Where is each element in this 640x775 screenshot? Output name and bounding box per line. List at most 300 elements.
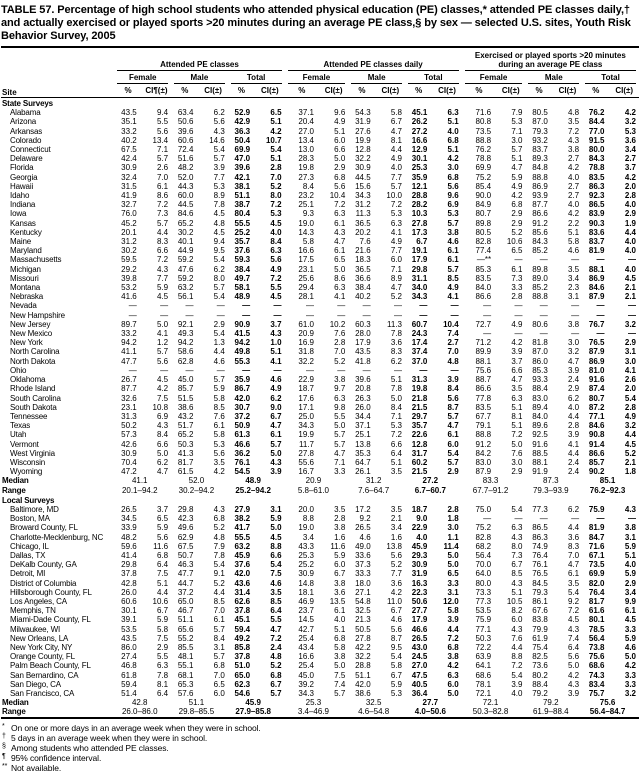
- value-cell: 25.1: [298, 200, 314, 210]
- sex-header-total: [228, 71, 285, 84]
- value-cell: 93.2: [532, 135, 548, 145]
- value-cell: 5.3: [213, 439, 225, 449]
- value-cell: 5.1: [511, 154, 523, 164]
- value-cell: 4.9: [511, 181, 523, 191]
- value-cell: 57.6: [177, 689, 194, 698]
- value-cell: 21.5: [411, 467, 428, 477]
- value-cell: 37.6: [234, 246, 251, 256]
- value-cell: 5.5: [156, 117, 169, 127]
- value-cell: 7.1: [511, 126, 523, 136]
- value-cell: 89.0: [532, 273, 548, 283]
- table-row: [1, 209, 639, 218]
- value-cell: 3.9: [447, 375, 459, 385]
- value-cell: 3.3: [334, 467, 346, 477]
- value-cell: —: [337, 365, 346, 375]
- value-cell: 82.0: [588, 578, 605, 588]
- value-cell: 4.4: [156, 227, 169, 237]
- percent-column-header: %: [228, 84, 257, 98]
- value-cell: 49.0: [355, 541, 371, 551]
- value-cell: 5.6: [568, 652, 580, 662]
- value-cell: 4.3: [156, 421, 169, 431]
- table-row: [1, 412, 639, 421]
- value-cell: 4.1: [270, 356, 282, 366]
- value-cell: 8.9: [390, 273, 402, 283]
- value-cell: 64.1: [475, 661, 492, 671]
- value-cell: 13.5: [329, 596, 346, 606]
- value-cell: 6.2: [390, 356, 402, 366]
- value-cell: 6.8: [334, 172, 346, 182]
- value-cell: 7.2: [270, 273, 282, 283]
- value-cell: 90.8: [588, 430, 605, 440]
- value-cell: 5.0: [270, 448, 282, 458]
- value-cell: 4.3: [213, 126, 225, 136]
- value-cell: 51.0: [234, 661, 251, 671]
- value-cell: 70.0: [475, 560, 492, 570]
- value-cell: 3.4: [390, 523, 402, 533]
- value-cell: 4.0: [568, 402, 580, 412]
- value-cell: 80.4: [234, 209, 251, 219]
- value-cell: 85.3: [475, 264, 492, 274]
- value-cell: 8.1: [390, 135, 402, 145]
- value-cell: 83.7: [588, 237, 605, 247]
- value-cell: 4.1: [156, 329, 169, 339]
- value-cell: 5.9: [213, 384, 225, 394]
- site-cell: Missouri: [10, 273, 39, 283]
- value-cell: 5.1: [270, 154, 282, 164]
- value-cell: 1.6: [390, 532, 402, 542]
- value-cell: 92.3: [588, 191, 605, 201]
- value-cell: 27.8: [411, 218, 428, 228]
- value-cell: 3.8: [447, 652, 459, 662]
- value-cell: 13.4: [152, 135, 169, 145]
- value-cell: 25.4: [298, 633, 314, 643]
- site-cell: Massachusetts: [10, 255, 62, 265]
- value-cell: 78.8: [475, 154, 492, 164]
- value-cell: 4.5: [624, 439, 636, 449]
- value-cell: 4.7: [511, 375, 523, 385]
- value-cell: 18.0: [355, 578, 371, 588]
- value-cell: 60.0: [177, 191, 194, 201]
- value-cell: 69.9: [475, 163, 492, 173]
- value-cell: 5.8: [213, 430, 225, 440]
- value-cell: 41.5: [234, 329, 251, 339]
- table-row: [1, 255, 639, 264]
- value-cell: 19.1: [411, 246, 428, 256]
- value-cell: 59.3: [234, 255, 251, 265]
- value-cell: —: [539, 310, 548, 320]
- value-cell: 5.7: [447, 411, 459, 421]
- value-cell: 6.0: [334, 135, 346, 145]
- value-cell: 4.4: [511, 642, 523, 652]
- table-row: [1, 357, 639, 366]
- value-cell: 8.5: [270, 596, 282, 606]
- value-cell: 81.0: [588, 365, 605, 375]
- value-cell: 4.0: [511, 689, 523, 698]
- value-cell: 5.5: [334, 411, 346, 421]
- value-cell: 87.7: [121, 384, 137, 394]
- site-cell: Vermont: [10, 439, 39, 449]
- value-cell: 8.3: [568, 541, 580, 551]
- summary-value-cell: 52.0: [188, 476, 205, 486]
- value-cell: 5.8: [334, 642, 346, 652]
- value-cell: 4.4: [568, 523, 580, 533]
- percent-column-header: %: [114, 84, 143, 98]
- value-cell: 43.4: [298, 642, 314, 652]
- value-cell: 12.8: [355, 145, 371, 155]
- value-cell: 2.2: [568, 218, 580, 228]
- value-cell: 4.0: [624, 200, 636, 210]
- summary-value-cell: 29.8–85.5: [178, 707, 215, 717]
- value-cell: 45.9: [234, 550, 251, 560]
- value-cell: 7.2: [568, 126, 580, 136]
- value-cell: 27.0: [411, 661, 428, 671]
- value-cell: 5.1: [390, 457, 402, 467]
- value-cell: 2.9: [511, 209, 523, 219]
- value-cell: 6.1: [213, 615, 225, 625]
- value-cell: 3.8: [447, 227, 459, 237]
- site-cell: Wisconsin: [10, 457, 46, 467]
- value-cell: 93.3: [532, 375, 548, 385]
- value-cell: 75.2: [475, 523, 492, 533]
- value-cell: 83.5: [475, 402, 492, 412]
- value-cell: 5.3: [213, 181, 225, 191]
- site-cell: Idaho: [10, 191, 30, 201]
- value-cell: 26.3: [355, 393, 371, 403]
- value-cell: 5.6: [213, 117, 225, 127]
- value-cell: 26.7: [121, 375, 137, 385]
- footnote: [2, 763, 638, 773]
- value-cell: 2.9: [511, 218, 523, 228]
- value-cell: 84.5: [532, 578, 548, 588]
- value-cell: 79.9: [532, 624, 548, 634]
- value-cell: 5.9: [156, 523, 169, 533]
- value-cell: 84.3: [588, 154, 605, 164]
- site-cell: Iowa: [10, 209, 27, 219]
- value-cell: 6.1: [334, 606, 346, 616]
- value-cell: 3.6: [568, 532, 580, 542]
- value-cell: 23.1: [298, 264, 314, 274]
- value-cell: 4.2: [624, 661, 636, 671]
- value-cell: 19.9: [355, 135, 371, 145]
- summary-row: [1, 698, 639, 707]
- value-cell: 38.2: [234, 514, 251, 524]
- value-cell: —**: [476, 255, 492, 265]
- site-cell: Utah: [10, 430, 27, 440]
- value-cell: 68.2: [475, 541, 492, 551]
- value-cell: 47.7: [177, 569, 194, 579]
- value-cell: 5.3: [511, 117, 523, 127]
- ci-column-header: CI¶(±): [144, 84, 171, 98]
- value-cell: 25.2: [234, 227, 251, 237]
- value-cell: 2.8: [334, 514, 346, 524]
- value-cell: 5.8: [390, 661, 402, 671]
- value-cell: 13.0: [298, 145, 314, 155]
- value-cell: 45.0: [298, 670, 314, 680]
- value-cell: 42.3: [177, 514, 194, 524]
- value-cell: 92.5: [532, 430, 548, 440]
- value-cell: 18.1: [298, 587, 314, 597]
- value-cell: 5.4: [270, 145, 282, 155]
- value-cell: 7.8: [156, 670, 169, 680]
- value-cell: 37.4: [411, 347, 428, 357]
- value-cell: 4.3: [568, 135, 580, 145]
- value-cell: 4.4: [213, 587, 225, 597]
- value-cell: 4.0: [447, 126, 459, 136]
- value-cell: 20.8: [355, 384, 371, 394]
- value-cell: 10.4: [329, 191, 346, 201]
- value-cell: 89.8: [532, 264, 548, 274]
- ci-column-header: CI(±): [498, 84, 525, 98]
- value-cell: 30.9: [355, 163, 371, 173]
- table-row: [1, 625, 639, 634]
- table-row: [1, 237, 639, 246]
- value-cell: 64.0: [475, 569, 492, 579]
- group-header-2: [462, 47, 639, 71]
- value-cell: —: [628, 514, 636, 524]
- value-cell: 17.9: [411, 255, 428, 265]
- value-cell: 70.4: [121, 457, 137, 467]
- summary-value-cell: 83.3: [482, 476, 499, 486]
- value-cell: 89.6: [532, 421, 548, 431]
- value-cell: 30.9: [121, 448, 137, 458]
- value-cell: 17.6: [298, 393, 314, 403]
- value-cell: 20.2: [355, 227, 371, 237]
- table-row: [1, 117, 639, 126]
- value-cell: 36.5: [355, 264, 371, 274]
- site-cell: Indiana: [10, 200, 36, 210]
- value-cell: 16.6: [298, 246, 314, 256]
- value-cell: 17.5: [298, 255, 314, 265]
- value-cell: 88.8: [475, 135, 492, 145]
- value-cell: 31.8: [298, 347, 314, 357]
- value-cell: 4.5: [624, 615, 636, 625]
- value-cell: 32.2: [355, 154, 371, 164]
- value-cell: 6.0: [447, 439, 459, 449]
- value-cell: 5.0: [568, 661, 580, 671]
- value-cell: 51.4: [121, 689, 137, 698]
- value-cell: 88.1: [475, 356, 492, 366]
- value-cell: 55.3: [234, 356, 251, 366]
- value-cell: 83.4: [588, 679, 605, 689]
- value-cell: 13.8: [355, 439, 371, 449]
- value-cell: 7.4: [447, 329, 459, 339]
- value-cell: 4.2: [447, 661, 459, 671]
- value-cell: —: [539, 514, 548, 524]
- value-cell: 54.8: [355, 596, 371, 606]
- value-cell: 56.4: [588, 633, 605, 643]
- value-cell: 6.2: [156, 457, 169, 467]
- value-cell: 87.9: [588, 292, 605, 302]
- value-cell: 36.2: [234, 448, 251, 458]
- value-cell: 5.6: [156, 532, 169, 542]
- value-cell: 91.9: [532, 467, 548, 477]
- site-cell: Kansas: [10, 218, 36, 228]
- value-cell: —: [450, 301, 459, 311]
- value-cell: 27.2: [411, 126, 428, 136]
- value-cell: 9.3: [302, 209, 314, 219]
- site-cell: New Jersey: [10, 319, 51, 329]
- value-cell: 6.2: [213, 108, 225, 118]
- value-cell: 3.2: [624, 319, 636, 329]
- value-cell: 79.2: [532, 689, 548, 698]
- site-cell: San Francisco, CA: [10, 689, 75, 698]
- value-cell: 7.7: [390, 172, 402, 182]
- value-cell: 14.6: [209, 135, 225, 145]
- sex-header-total: [405, 71, 462, 84]
- value-cell: —: [628, 329, 636, 339]
- value-cell: —: [242, 310, 251, 320]
- value-cell: 6.7: [511, 560, 523, 570]
- sex-header-label: Female: [288, 73, 346, 84]
- value-cell: 7.5: [156, 569, 169, 579]
- value-cell: 3.3: [624, 670, 636, 680]
- summary-label: Range: [2, 485, 26, 495]
- value-cell: 6.8: [334, 633, 346, 643]
- value-cell: 76.1: [532, 560, 548, 570]
- summary-value-cell: 48.9: [245, 476, 261, 486]
- value-cell: 6.0: [213, 689, 225, 698]
- value-cell: 55.1: [177, 661, 194, 671]
- value-cell: 4.7: [334, 237, 346, 247]
- table-row: [1, 606, 639, 615]
- value-cell: —: [362, 301, 371, 311]
- value-cell: 22.3: [411, 587, 428, 597]
- table-row: [1, 182, 639, 191]
- value-cell: 8.5: [511, 569, 523, 579]
- value-cell: 36.4: [411, 689, 428, 698]
- value-cell: 83.5: [588, 172, 605, 182]
- value-cell: 77.8: [475, 393, 492, 403]
- group-header-label: Attended PE classes daily: [288, 60, 459, 71]
- value-cell: —: [216, 365, 225, 375]
- value-cell: 6.1: [156, 181, 169, 191]
- value-cell: 55.5: [234, 218, 251, 228]
- value-cell: 4.2: [568, 670, 580, 680]
- value-cell: 2.7: [568, 154, 580, 164]
- value-cell: 42.7: [298, 624, 314, 634]
- site-cell: Colorado: [10, 135, 42, 145]
- value-cell: 6.4: [270, 606, 282, 616]
- value-cell: 5.7: [156, 347, 169, 357]
- sex-header-label: Female: [465, 73, 523, 84]
- value-cell: 85.6: [532, 227, 548, 237]
- value-cell: 47.7: [121, 356, 137, 366]
- section-header-row: [1, 495, 639, 505]
- value-cell: 37.8: [234, 606, 251, 616]
- summary-value-cell: 27.9–85.8: [235, 707, 271, 717]
- value-cell: 80.5: [532, 108, 548, 118]
- table-row: [1, 551, 639, 560]
- value-cell: 38.6: [177, 402, 194, 412]
- value-cell: 8.5: [447, 273, 459, 283]
- value-cell: 2.9: [511, 467, 523, 477]
- value-cell: 32.4: [121, 172, 137, 182]
- value-cell: 87.0: [532, 117, 548, 127]
- percent-column-header: %: [462, 84, 498, 98]
- value-cell: 8.4: [302, 181, 314, 191]
- value-cell: 63.9: [475, 652, 492, 662]
- value-cell: 5.4: [213, 255, 225, 265]
- value-cell: 49.6: [177, 523, 194, 533]
- summary-value-cell: 79.3–93.9: [532, 485, 569, 495]
- value-cell: 5.2: [390, 560, 402, 570]
- value-cell: 76.4: [588, 587, 605, 597]
- value-cell: 5.7: [390, 181, 402, 191]
- site-cell: Delaware: [10, 154, 43, 164]
- value-cell: 47.5: [411, 670, 428, 680]
- value-cell: 64.7: [355, 457, 371, 467]
- value-cell: 7.7: [156, 273, 169, 283]
- summary-value-cell: 50.3–82.8: [472, 707, 509, 717]
- value-cell: 6.3: [156, 661, 169, 671]
- value-cell: 26.2: [411, 117, 428, 127]
- value-cell: 6.5: [156, 514, 169, 524]
- value-cell: 86.3: [588, 181, 605, 191]
- value-cell: 12.1: [411, 181, 428, 191]
- value-cell: 8.3: [390, 347, 402, 357]
- value-cell: 5.9: [624, 633, 636, 643]
- site-cell: South Dakota: [10, 402, 57, 412]
- value-cell: 84.0: [475, 283, 492, 293]
- value-cell: —: [185, 310, 194, 320]
- value-cell: 73.5: [475, 126, 492, 136]
- value-cell: 5.4: [447, 448, 459, 458]
- value-cell: —: [596, 514, 605, 524]
- value-cell: 38.4: [355, 283, 371, 293]
- value-cell: 4.9: [447, 283, 459, 293]
- value-cell: 62.3: [234, 679, 251, 689]
- value-cell: 4.2: [447, 154, 459, 164]
- footnote: [2, 743, 638, 753]
- sex-header-total: [582, 71, 639, 84]
- group-header-1: [285, 47, 462, 71]
- value-cell: 2.9: [624, 338, 636, 348]
- table-row: [1, 569, 639, 578]
- value-cell: 6.5: [213, 679, 225, 689]
- value-cell: 53.5: [475, 606, 492, 616]
- value-cell: 3.3: [447, 578, 459, 588]
- value-cell: 6.2: [270, 393, 282, 403]
- value-cell: 5.3: [624, 126, 636, 136]
- value-cell: 3.6: [624, 135, 636, 145]
- value-cell: 76.7: [588, 319, 605, 329]
- value-cell: 4.0: [624, 560, 636, 570]
- value-cell: 5.7: [213, 624, 225, 634]
- value-cell: 82.8: [475, 237, 492, 247]
- value-cell: 88.4: [532, 384, 548, 394]
- value-cell: 30.1: [121, 606, 137, 616]
- value-cell: 40.2: [355, 292, 371, 302]
- value-cell: —: [514, 329, 523, 339]
- footnote-text: Not available.: [11, 762, 62, 773]
- value-cell: 6.1: [447, 246, 459, 256]
- value-cell: 80.0: [588, 145, 605, 155]
- value-cell: 5.9: [624, 569, 636, 579]
- value-cell: 43.6: [234, 578, 251, 588]
- value-cell: 4.5: [624, 273, 636, 283]
- summary-row: [1, 707, 639, 717]
- value-cell: 5.9: [624, 541, 636, 551]
- value-cell: 8.9: [213, 191, 225, 201]
- value-cell: 5.2: [270, 661, 282, 671]
- value-cell: 46.6: [411, 624, 428, 634]
- value-cell: 24.5: [411, 652, 428, 662]
- table-row: [1, 394, 639, 403]
- value-cell: 6.8: [213, 661, 225, 671]
- value-cell: 4.6: [213, 356, 225, 366]
- value-cell: 44.3: [177, 181, 194, 191]
- value-cell: 20.0: [298, 504, 314, 514]
